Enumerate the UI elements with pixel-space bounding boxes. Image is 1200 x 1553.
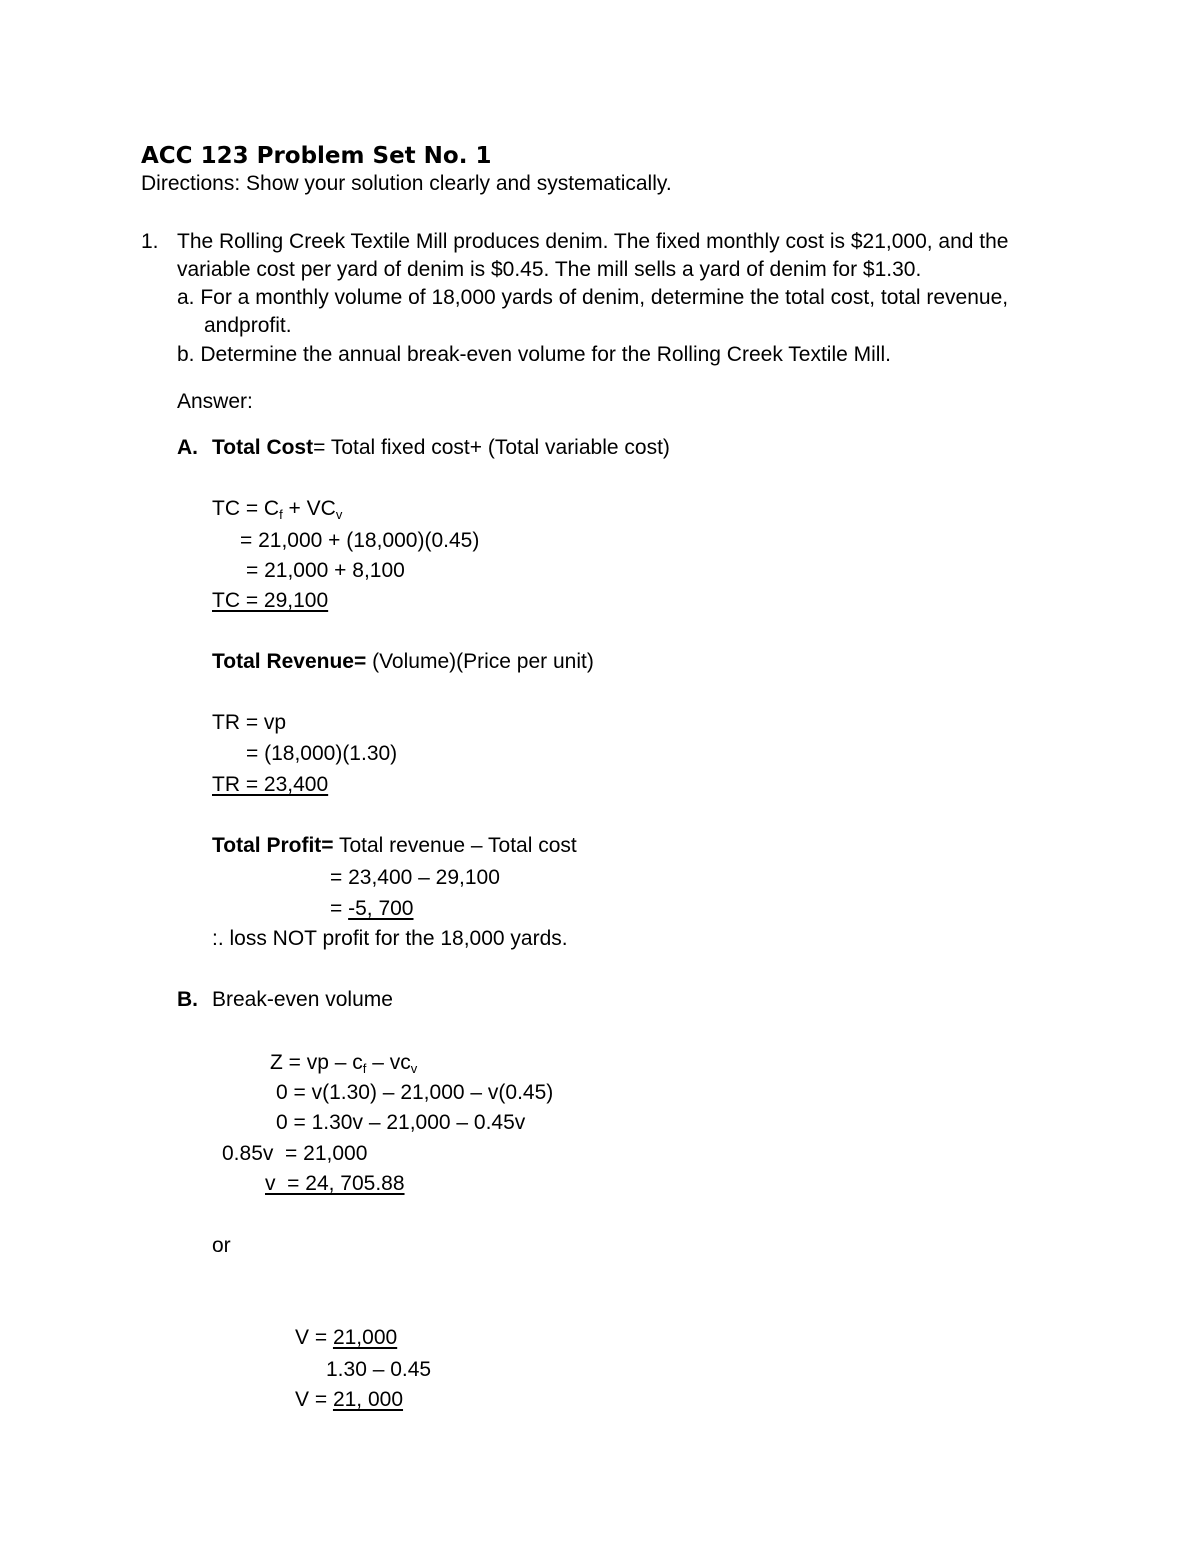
tp-step-2-prefix: =	[330, 897, 349, 920]
problem-text-line-1: The Rolling Creek Textile Mill produces denim. The fixed monthly cost is $21,000, and the	[177, 230, 1009, 253]
break-even-heading: Break-even volume	[212, 988, 393, 1011]
v-fraction-numerator-line	[295, 1325, 397, 1351]
tc-formula-main: TC = C	[212, 497, 280, 520]
section-b-letter: B.	[177, 988, 198, 1011]
be-step-3: 0.85v = 21,000	[222, 1142, 368, 1165]
problem-number: 1.	[141, 230, 159, 253]
total-revenue-heading	[212, 649, 594, 675]
tc-result: TC = 29,100	[212, 589, 329, 612]
z-formula-sub-v: v	[410, 1061, 418, 1076]
tc-step-1: = 21,000 + (18,000)(0.45)	[240, 529, 480, 552]
tc-formula-sub-v: v	[335, 507, 343, 522]
tp-step-2	[330, 896, 414, 922]
total-profit-heading	[212, 833, 577, 859]
v-final-value: 21, 000	[332, 1388, 404, 1411]
be-step-1: 0 = v(1.30) – 21,000 – v(0.45)	[276, 1081, 554, 1104]
total-cost-heading	[212, 435, 670, 461]
be-step-2: 0 = 1.30v – 21,000 – 0.45v	[276, 1111, 526, 1134]
section-a-letter: A.	[177, 436, 198, 459]
part-b-text: b. Determine the annual break-even volume for the Rolling Creek Textile Mill.	[177, 343, 891, 366]
directions-text: Directions: Show your solution clearly and systematically.	[141, 172, 672, 195]
v-fraction-numerator: 21,000	[332, 1326, 398, 1349]
z-formula	[270, 1050, 417, 1076]
z-formula-mid: – vc	[366, 1051, 411, 1074]
v-final-line	[295, 1387, 403, 1413]
v-fraction-denominator: 1.30 – 0.45	[326, 1358, 432, 1381]
total-cost-heading-bold: Total Cost	[212, 436, 314, 459]
tc-formula-sub-f: f	[279, 507, 283, 522]
tc-formula-mid: + VC	[282, 497, 336, 520]
tr-formula: TR = vp	[212, 711, 287, 734]
be-result: v = 24, 705.88	[265, 1172, 405, 1195]
or-text: or	[212, 1234, 231, 1257]
v-fraction-prefix: V =	[295, 1326, 333, 1349]
total-profit-heading-bold: Total Profit=	[212, 834, 334, 857]
part-a-line-1: a. For a monthly volume of 18,000 yards of denim, determine the total cost, total revenue,	[177, 286, 1009, 309]
tp-step-1: = 23,400 – 29,100	[330, 866, 500, 889]
total-cost-heading-rest: = Total fixed cost+ (Total variable cost)	[313, 436, 670, 459]
total-revenue-heading-rest: (Volume)(Price per unit)	[366, 650, 594, 673]
tc-step-2: = 21,000 + 8,100	[246, 559, 405, 582]
tc-formula	[212, 496, 342, 522]
tp-step-2-value: -5, 700	[348, 897, 414, 920]
total-revenue-heading-bold: Total Revenue=	[212, 650, 367, 673]
total-profit-heading-rest: Total revenue – Total cost	[333, 834, 577, 857]
tr-result: TR = 23,400	[212, 773, 329, 796]
conclusion-text: :. loss NOT profit for the 18,000 yards.	[212, 927, 568, 950]
z-formula-main: Z = vp – c	[270, 1051, 363, 1074]
answer-label: Answer:	[177, 390, 253, 413]
part-a-line-2: andprofit.	[204, 314, 292, 337]
problem-text-line-2: variable cost per yard of denim is $0.45. The mill sells a yard of denim for $1.30.	[177, 258, 922, 281]
tr-step-1: = (18,000)(1.30)	[246, 742, 398, 765]
z-formula-sub-f: f	[362, 1061, 367, 1076]
page-title: ACC 123 Problem Set No. 1	[141, 143, 492, 169]
v-final-prefix: V =	[295, 1388, 333, 1411]
